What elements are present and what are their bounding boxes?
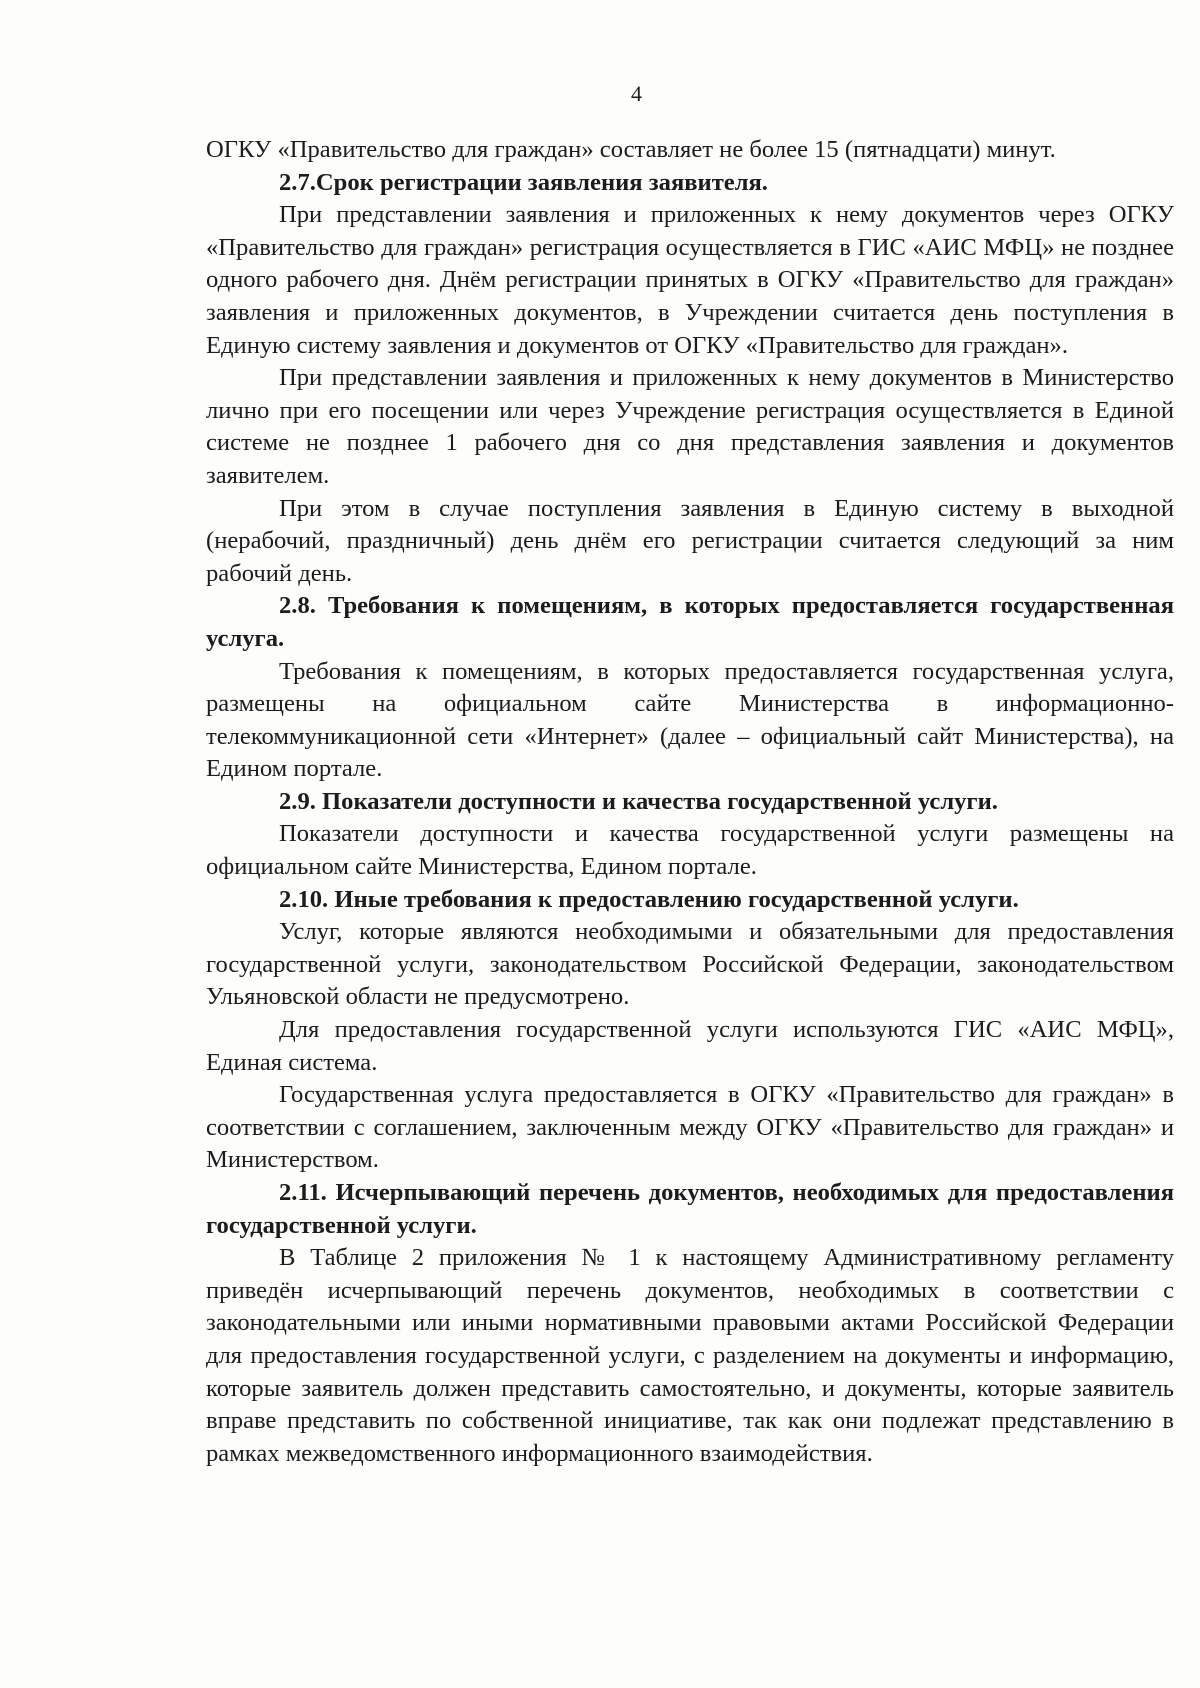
paragraph: Государственная услуга предоставляется в ОГКУ «Правительство для граждан» в соответствии с соглашением, заключенным между ОГКУ «Правительство для граждан» и Министерством. — [206, 1081, 1174, 1174]
paragraph: В Таблице 2 приложения № 1 к настоящему Административному регламенту приведён исчерпывающий перечень документов, необходимых в соответствии с законодательными или иными нормативными правовыми актами Российской Федерации для предоставления государственной услуги, с разделением на документы и информацию, которые заявитель должен представить самостоятельно, и документы, которые заявитель вправе представить по собственной инициативе, так как они подлежат представлению в рамках межведомственного информационного взаимодействия. — [206, 1244, 1174, 1467]
paragraph: Для предоставления государственной услуги используются ГИС «АИС МФЦ», Единая система. — [206, 1016, 1174, 1076]
section-heading-2-10: 2.10. Иные требования к предоставлению государственной услуги. — [279, 885, 1019, 913]
paragraph: При представлении заявления и приложенных к нему документов через ОГКУ «Правительство для граждан» регистрация осуществляется в ГИС «АИС МФЦ» не позднее одного рабочего дня. Днём регистрации принятых в ОГКУ «Правительство для граждан» заявления и приложенных документов, в Учреждении считается день поступления в Единую систему заявления и документов от ОГКУ «Правительство для граждан». — [206, 201, 1174, 359]
section-heading-2-9: 2.9. Показатели доступности и качества государственной услуги. — [279, 787, 998, 815]
section-heading-2-11: 2.11. Исчерпывающий перечень документов, необходимых для предоставления государственной услуги. — [206, 1179, 1174, 1239]
section-heading-2-7: 2.7.Срок регистрации заявления заявителя. — [279, 168, 768, 196]
paragraph: При этом в случае поступления заявления в Единую систему в выходной (нерабочий, праздничный) день днём его регистрации считается следующий за ним рабочий день. — [206, 494, 1174, 587]
paragraph: При представлении заявления и приложенных к нему документов в Министерство лично при его посещении или через Учреждение регистрация осуществляется в Единой системе не позднее 1 рабочего дня со дня представления заявления и документов заявителем. — [206, 364, 1174, 489]
section-heading-2-8: 2.8. Требования к помещениям, в которых предоставляется государственная услуга. — [206, 592, 1174, 652]
document-body — [206, 134, 1174, 1470]
paragraph: Требования к помещениям, в которых предоставляется государственная услуга, размещены на официальном сайте Министерства в информационно-телекоммуникационной сети «Интернет» (далее – официальный сайт Министерства), на Едином портале. — [206, 657, 1174, 783]
paragraph: Услуг, которые являются необходимыми и обязательными для предоставления государственной услуги, законодательством Российской Федерации, законодательством Ульяновской области не предусмотрено. — [206, 918, 1174, 1011]
paragraph: Показатели доступности и качества государственной услуги размещены на официальном сайте Министерства, Едином портале. — [206, 820, 1174, 881]
paragraph-continuation: ОГКУ «Правительство для граждан» составляет не более 15 (пятнадцати) минут. — [206, 136, 1056, 163]
page-number: 4 — [631, 81, 642, 106]
